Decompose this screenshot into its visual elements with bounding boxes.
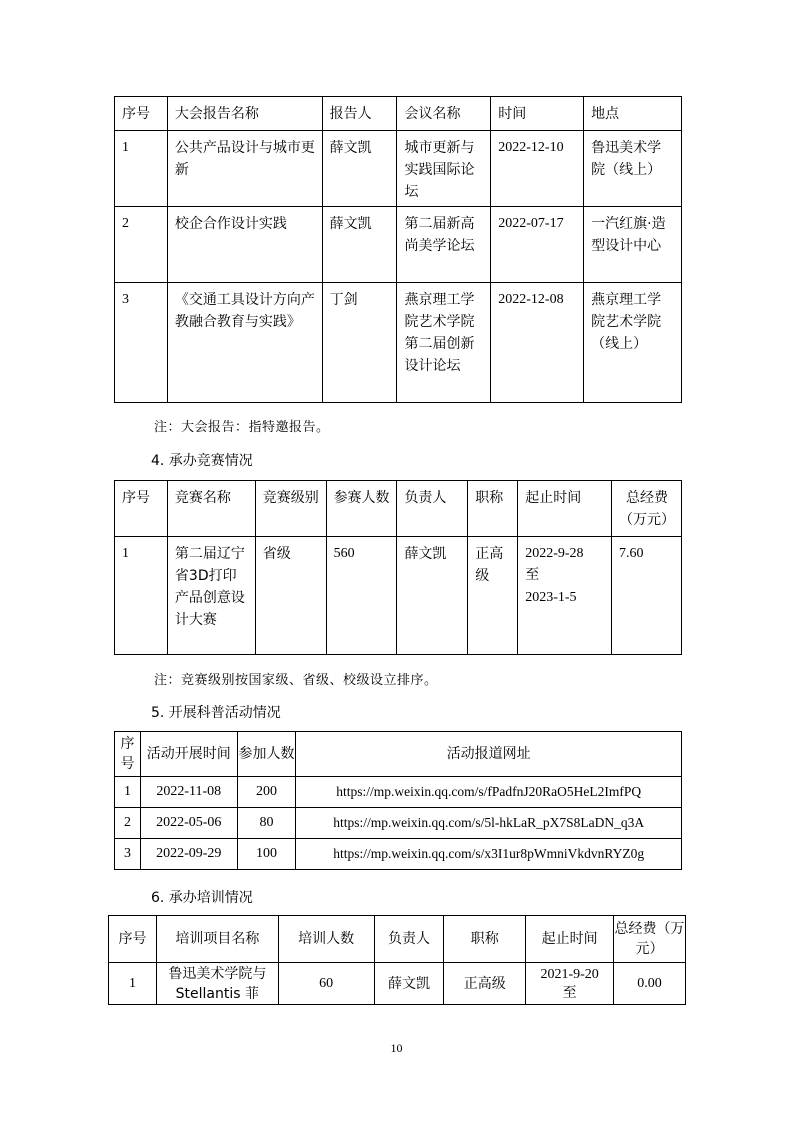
table-cell: 2 [115,808,141,839]
table-cell: 省级 [255,537,326,655]
table-cell: 薛文凯 [397,537,468,655]
table-header-cell: 负责人 [397,481,468,537]
report-table [114,96,682,403]
table-header-cell: 培训项目名称 [156,916,278,963]
table-header-cell: 起止时间 [526,916,614,963]
table-cell: 鲁迅美术学院与 Stellantis 菲 [156,963,278,1005]
outreach-table [114,731,682,870]
table-row [115,777,682,808]
table-row [115,131,682,207]
table-header-row [115,481,682,537]
table-cell: 薛文凯 [322,207,397,283]
table-link-cell[interactable]: https://mp.weixin.qq.com/s/5l-hkLaR_pX7S8LaDN_q3A [296,808,682,839]
table-cell: 一汽红旗·造型设计中心 [584,207,682,283]
table-cell: 1 [115,537,168,655]
table-cell: 燕京理工学院艺术学院第二届创新设计论坛 [397,283,491,403]
table-row [109,963,686,1005]
table-cell: 7.60 [612,537,682,655]
table-cell: 0.00 [614,963,686,1005]
table-link-cell[interactable]: https://mp.weixin.qq.com/s/x3I1ur8pWmniVkdvnRYZ0g [296,839,682,870]
table-cell: 正高级 [468,537,518,655]
table-header-cell: 职称 [468,481,518,537]
table-cell: 2021-9-20 至 [526,963,614,1005]
table-cell: 薛文凯 [322,131,397,207]
table-header-cell: 地点 [584,97,682,131]
table-row [115,283,682,403]
table-header-cell: 活动报道网址 [296,732,682,777]
table-header-cell: 竞赛名称 [167,481,255,537]
table-row [115,207,682,283]
table-cell: 1 [115,131,168,207]
table-cell: 《交通工具设计方向产教融合教育与实践》 [167,283,322,403]
table-cell: 3 [115,839,141,870]
table-header-cell: 负责人 [374,916,444,963]
table-note: 注：大会报告：指特邀报告。 [154,420,330,435]
table-row [115,808,682,839]
table-header-cell: 职称 [444,916,526,963]
table-cell: 2022-07-17 [491,207,584,283]
table-cell: 200 [237,777,296,808]
table-header-cell: 序号 [115,732,141,777]
table-cell: 2 [115,207,168,283]
table-header-cell: 总经费（万元） [612,481,682,537]
table-row [115,537,682,655]
table-cell: 560 [326,537,397,655]
table-cell: 1 [109,963,157,1005]
table-cell: 鲁迅美术学院（线上） [584,131,682,207]
competition-table [114,480,682,655]
table-header-cell: 序号 [109,916,157,963]
section-heading: 4. 承办竞赛情况 [151,453,253,469]
table-cell: 1 [115,777,141,808]
table-cell: 3 [115,283,168,403]
table-cell: 第二届辽宁省3D打印产品创意设计大赛 [167,537,255,655]
section-heading: 5. 开展科普活动情况 [151,705,281,721]
table-header-cell: 参赛人数 [326,481,397,537]
table-header-row [115,97,682,131]
table-cell: 第二届新高尚美学论坛 [397,207,491,283]
table-header-row [115,732,682,777]
table-cell: 薛文凯 [374,963,444,1005]
table-header-cell: 报告人 [322,97,397,131]
table-cell: 60 [278,963,374,1005]
table-link-cell[interactable]: https://mp.weixin.qq.com/s/fPadfnJ20RaO5HeL2ImfPQ [296,777,682,808]
table-header-cell: 总经费（万元） [614,916,686,963]
table-cell: 丁剑 [322,283,397,403]
page-number: 10 [390,1041,403,1055]
section-heading: 6. 承办培训情况 [151,890,253,906]
table-header-cell: 活动开展时间 [140,732,237,777]
table-cell: 2022-12-10 [491,131,584,207]
table-cell: 2022-05-06 [140,808,237,839]
table-header-cell: 大会报告名称 [167,97,322,131]
table-cell: 燕京理工学院艺术学院（线上） [584,283,682,403]
table-header-cell: 序号 [115,481,168,537]
table-header-cell: 培训人数 [278,916,374,963]
table-cell: 100 [237,839,296,870]
table-header-cell: 竞赛级别 [255,481,326,537]
table-header-cell: 起止时间 [518,481,612,537]
table-cell: 校企合作设计实践 [167,207,322,283]
table-cell: 2022-09-29 [140,839,237,870]
table-header-cell: 会议名称 [397,97,491,131]
table-cell: 城市更新与实践国际论坛 [397,131,491,207]
table-header-cell: 时间 [491,97,584,131]
table-header-row [109,916,686,963]
table-cell: 2022-9-28 至 2023-1-5 [518,537,612,655]
training-table [108,915,686,1005]
table-header-cell: 序号 [115,97,168,131]
table-cell: 公共产品设计与城市更新 [167,131,322,207]
table-note: 注：竞赛级别按国家级、省级、校级设立排序。 [154,673,438,688]
table-cell: 正高级 [444,963,526,1005]
table-cell: 80 [237,808,296,839]
table-header-cell: 参加人数 [237,732,296,777]
table-cell: 2022-12-08 [491,283,584,403]
table-cell: 2022-11-08 [140,777,237,808]
table-row [115,839,682,870]
